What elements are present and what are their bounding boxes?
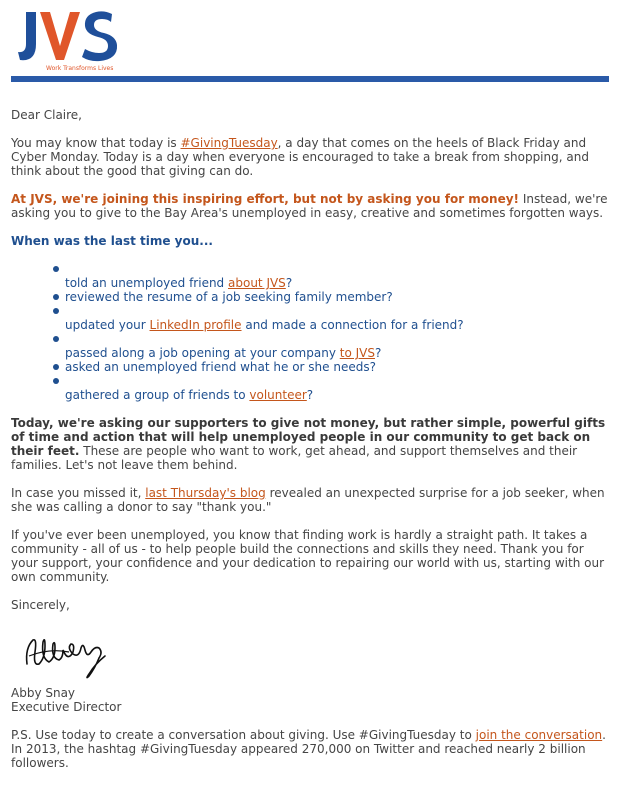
- signer-name: Abby Snay: [11, 686, 76, 700]
- paragraph-ask: Today, we're asking our supporters to give not money, but rather simple, powerful gifts of time and action that will help unemployed people in our community to get back on their feet. These are people who want to work, get ahead, and support themselves and their families. Let's not leave them behind.: [11, 416, 606, 472]
- signer-title: Executive Director: [11, 700, 122, 714]
- header-divider: [11, 76, 609, 82]
- greeting: Dear Claire,: [11, 108, 82, 122]
- paragraph-joining: At JVS, we're joining this inspiring effort, but not by asking you for money! Instead, we're asking you to give to the Bay Area's unemployed in easy, creative and sometimes forgotten ways.: [11, 192, 608, 220]
- bullet-icon: [53, 364, 59, 370]
- paragraph-community: If you've ever been unemployed, you know that finding work is hardly a straight path. It takes a community - all of us - to help people build the connections and skills they need. Thank you for your support, your confidence and your dedication to repairing our world with us, starting with our own community.: [11, 528, 604, 584]
- bullet-icon: [53, 308, 59, 314]
- bullet-icon: [53, 266, 59, 272]
- list-item: updated your LinkedIn profile and made a connection for a friend?: [53, 304, 609, 332]
- emphasis-ask: Today, we're asking our supporters to give not money, but rather simple, powerful gifts of time and action that will help unemployed people in our community to get back on their feet.: [11, 416, 606, 458]
- jvs-logo[interactable]: [14, 6, 134, 72]
- list-item: gathered a group of friends to volunteer?: [53, 374, 609, 402]
- list-item: reviewed the resume of a job seeking family member?: [53, 290, 609, 304]
- paragraph-blog: In case you missed it, last Thursday's blog revealed an unexpected surprise for a job seeker, when she was calling a donor to say "thank you.": [11, 486, 605, 514]
- bullet-icon: [53, 378, 59, 384]
- link-volunteer[interactable]: volunteer: [249, 388, 307, 402]
- link-to-jvs[interactable]: to JVS: [339, 346, 375, 360]
- list-item: told an unemployed friend about JVS?: [53, 262, 609, 290]
- bullet-icon: [53, 336, 59, 342]
- link-about-jvs[interactable]: about JVS: [228, 276, 286, 290]
- link-join-conversation[interactable]: join the conversation: [475, 728, 603, 742]
- question-heading: When was the last time you...: [11, 234, 213, 248]
- list-item: asked an unemployed friend what he or she needs?: [53, 360, 609, 374]
- closing: Sincerely,: [11, 598, 70, 612]
- jvs-logo-graphic: [14, 6, 134, 72]
- email-body: [11, 108, 609, 770]
- link-linkedin-profile[interactable]: LinkedIn profile: [149, 318, 242, 332]
- link-giving-tuesday[interactable]: #GivingTuesday: [180, 136, 278, 150]
- list-item: passed along a job opening at your company to JVS?: [53, 332, 609, 360]
- bullet-icon: [53, 294, 59, 300]
- emphasis-joining: At JVS, we're joining this inspiring effort, but not by asking you for money!: [11, 192, 520, 206]
- link-thursday-blog[interactable]: last Thursday's blog: [145, 486, 266, 500]
- postscript: P.S. Use today to create a conversation about giving. Use #GivingTuesday to join the conversation. In 2013, the hashtag #GivingTuesday appeared 270,000 on Twitter and reached nearly 2 billion followers.: [11, 728, 606, 770]
- signature-graphic: [19, 618, 119, 682]
- ask-list: [11, 262, 609, 402]
- paragraph-intro: You may know that today is #GivingTuesday, a day that comes on the heels of Black Friday and Cyber Monday. Today is a day when everyone is encouraged to take a break from shopping, and think about the good that giving can do.: [11, 136, 589, 178]
- signature-image: [19, 618, 609, 682]
- svg-text:Work Transforms Lives: Work Transforms Lives: [46, 65, 114, 72]
